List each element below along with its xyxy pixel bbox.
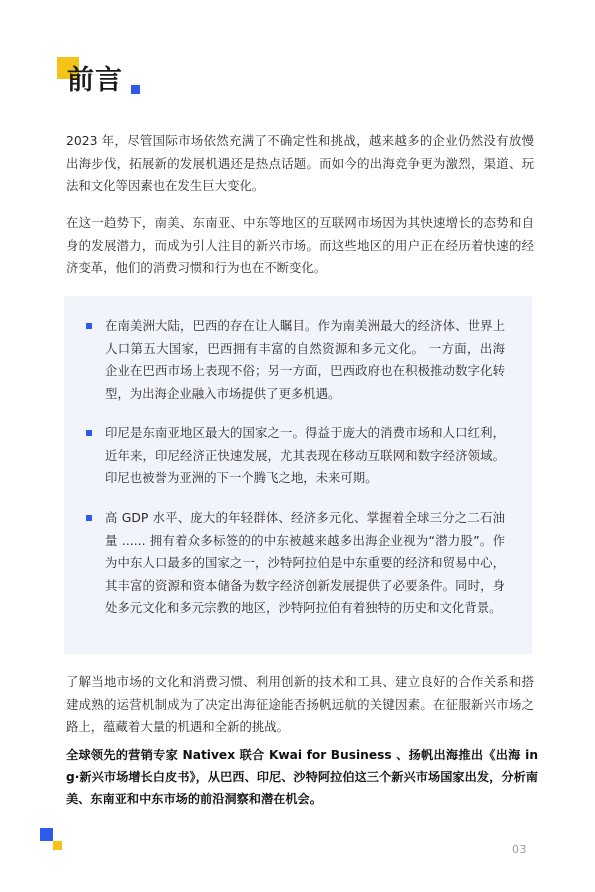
closing-paragraph: 了解当地市场的文化和消费习惯、利用创新的技术和工具、建立良好的合作关系和搭建成熟的运营机制成为了决定出海征途能否扬帆远航的关键因素。在征服新兴市场之路上，蕴藏着大量的机遇和全新的挑战。 (66, 674, 534, 734)
intro-paragraph-1: 2023 年，尽管国际市场依然充满了不确定性和挑战，越来越多的企业仍然没有放慢出海步伐，拓展新的发展机遇还是热点话题。而如今的出海竞争更为激烈，渠道、玩法和文化等因素也在发生巨大变化。 (66, 133, 534, 193)
bullet-square-icon (86, 323, 92, 329)
footer-decoration-blue-square (40, 828, 53, 841)
intro-paragraph-2: 在这一趋势下，南美、东南亚、中东等地区的互联网市场因为其快速增长的态势和自身的发展潜力，而成为引人注目的新兴市场。而这些地区的用户正在经历着快速的经济变革，他们的消费习惯和行为也在不断变化。 (66, 215, 534, 275)
highlight-item-text: 印尼是东南亚地区最大的国家之一。得益于庞大的消费市场和人口红利，近年来，印尼经济正快速发展，尤其表现在移动互联网和数字经济领域。印尼也被誉为亚洲的下一个腾飞之地，未来可期。 (105, 425, 505, 485)
page-title: 前言 (67, 65, 123, 96)
bullet-square-icon (86, 430, 92, 436)
highlight-item-text: 高 GDP 水平、庞大的年轻群体、经济多元化、掌握着全球三分之二石油量 ...... 拥有着众多标签的的中东被越来越多出海企业视为“潜力股”。作为中东人口最多的国家之一，沙特阿拉伯是中东重要的经济和贸易中心，其丰富的资源和资本储备为数字经济创新发展提供了必要条件。同时，身处多元文化和多元宗教的地区，沙特阿拉伯有着独特的历史和文化背景。 (105, 510, 505, 615)
page-number: 03 (512, 843, 527, 856)
highlight-item-text: 在南美洲大陆，巴西的存在让人瞩目。作为南美洲最大的经济体、世界上人口第五大国家，巴西拥有丰富的自然资源和多元文化。 一方面，出海企业在巴西市场上表现不俗；另一方面，巴西政府也在积极推动数字化转型，为出海企业融入市场提供了更多机遇。 (105, 318, 505, 401)
report-summary-paragraph: 全球领先的营销专家 Nativex 联合 Kwai for Business 、扬帆出海推出《出海 ing·新兴市场增长白皮书》，从巴西、印尼、沙特阿拉伯这三个新兴市场国家出发，分析南美、东南亚和中东市场的前沿洞察和潜在机会。 (66, 748, 538, 806)
bullet-square-icon (86, 515, 92, 521)
title-accent-dot (131, 85, 140, 94)
footer-decoration-yellow-square (53, 841, 62, 850)
